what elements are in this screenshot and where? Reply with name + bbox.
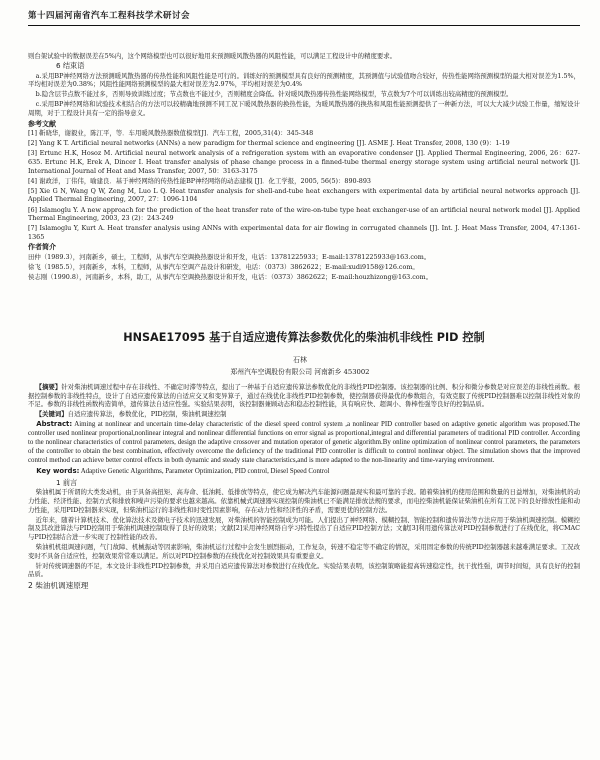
reference-5: [5] Xie G N, Wang Q W, Zeng M, Luo L Q. Heat transfer analysis for shell-and-tube heat exchangers with experimental data by artificial neural networks approach [J]. Applied Thermal Engineering, 2007, 27：1096-1104 xyxy=(28,186,580,204)
conclusion-heading: 6 结束语 xyxy=(56,61,85,71)
author-bio-2: 徐飞（1985.5），河南新乡，本科，工程师，从事汽车空调产品设计和研发，电话：（0373）3862622；E-mail:xudi9158@126.com。 xyxy=(28,263,419,272)
intro-paragraph-1: 柴油机属于所谓的大类发动机，由于具备高扭矩、高寿命、低油耗、低排放等特点，使它成为解决汽车能源问题最现实和最可靠的手段。随着柴油机的使用范围和数量的日益增加，对柴油机的动力性能、经济性能、控制方式和排放和噪声污染的要求也越来越高。依靠机械式调速器实现控制的柴油机已不能满足排放法规的要求，而电控柴油机能保证柴油机在所有工况下的良好排放性能和动力性能，采用PID控制器来实现，但柴油机运行的非线性和时变性因素影响，存在动力性和经济性的矛盾，需要更优的控制方法。 xyxy=(28,488,580,514)
keywords-text: 自适应遗传算法，参数优化，PID控制，柴油机调速控制 xyxy=(67,410,227,419)
english-keywords-text: Adaptive Genetic Algorithms, Parameter Optimization, PID control, Diesel Speed Control xyxy=(80,468,330,476)
english-keywords xyxy=(28,467,580,477)
running-header: 第十四届河南省汽车工程科技学术研讨会 xyxy=(28,12,580,26)
article-title: HNSAE17095 基于自适应遗传算法参数优化的柴油机非线性 PID 控制 xyxy=(123,331,485,344)
article-author: 石林 xyxy=(293,356,307,364)
references-heading: 参考文献 xyxy=(28,119,56,128)
reference-3: [3] Ertunc H.K, Hosoz M. Artificial neural network analysis of a refrigeration system with an evaporative condenser [J]. Applied Thermal Engineering, 2006, 26：627-635. Ertunc H.K, Erek A, Dincer I. Heat transfer analysis of phase change process in a finned-tube thermal energy storage system using artificial neural network [J]. International Journal of Heat and Mass Transfer, 2007, 50：3163-3175 xyxy=(28,149,580,175)
previous-article xyxy=(28,52,580,283)
intro-paragraph-2: 近年来，随着计算机技术、优化算法技术及微电子技术的迅速发展，对柴油机的智能控制成为可能。人们提出了神经网络、模糊控制、智能控制和遗传算法等方法应用于柴油机调速控制。模糊控制及其改进算法与PID控制用于柴油机调速控制取得了良好的效果；文献[2]采用神经网络自学习特性提出了自适应PID控制方法；文献[3]利用遗传算法对PID控制参数进行了在线优化，将CMAC与PID控制结合进一步实现了控制性能的改善。 xyxy=(28,515,580,541)
new-article-body xyxy=(28,383,580,590)
conclusion-a: a.采用BP神经网络方法预测暖风散热器的传热性能和风阻性能是可行的。训练好的预测模型具有良好的预测精度，其预测值与试验值吻合较好，传热性能网络预测模型的最大相对误差为1.5%，平均相对误差为0.38%；风阻性能网络预测模型的最大相对误差为2.97%，平均相对误差为0.4% xyxy=(28,71,580,89)
abstract-text: 针对柴油机调速过程中存在非线性、不确定时滞等特点，提出了一种基于自适应遗传算法参数优化的非线性PID控制器。该控制器的比例、积分和微分参数是对应误差的非线性函数。根据控制参数的非线性特点，设计了自适应遗传算法的自适应交叉和变异算子，通过在线优化非线性PID控制参数，使控制器获得最优的参数组合，有效克服了传统PID控制器难以控制非线性对象的不足。参数的非线性函数构造简单，遗传算法自适应性强。实验结果表明，该控制器兼顾动态和稳态控制性能，具有响应快、超调小、鲁棒性强等良好的控制品质。 xyxy=(28,383,581,409)
intro-paragraph-4: 针对传统调速器的不足，本文设计非线性PID控制参数，并采用自适应遗传算法对参数进行在线优化。实验结果表明，该控制策略能提高转速稳定性，抗干扰性强，调节时间短，具有良好的控制品质。 xyxy=(28,561,580,579)
reference-2: [2] Yang K T. Artificial neural networks (ANNs) a new paradigm for thermal science and engineering [J]. ASME J. Heat Transfer, 2008, 130 (9)：1-19 xyxy=(28,139,510,148)
intro-heading: 1 前言 xyxy=(56,477,78,487)
reference-7: [7] Islamoglu Y, Kurt A. Heat transfer analysis using ANNs with experimental data for air flowing in corrugated channels [J]. Int. J. Heat Mass Transfer, 2004, 47:1361-1365 xyxy=(28,224,580,241)
reference-1: [1] 靳晓华，谢毅业，陈江平，等．车用暖风散热器数值模型[J]．汽车工程，2005,31(4)：345-348 xyxy=(28,129,314,138)
author-bio-1: 田仲（1989.3），河南新乡，硕士，工程师，从事汽车空调换热器设计和开发，电话：13781225933；E-mail:13781225933@163.com。 xyxy=(28,252,431,261)
keywords-label: 【关键词】 xyxy=(35,410,68,419)
intro-paragraph-3: 柴油机机组调速问题，气门故障、机械振动等因素影响，柴油机运行过程中会发生剧烈振动，工作复杂，转速不稳定等不确定的情况，采用固定参数的传统PID控制器越来越难满足要求。工况改变时不具备自适应性，控制效果常常难以满足。所以对PID控制参数的在线优化对控制效果具有重要意义。 xyxy=(28,542,580,560)
authors-heading: 作者简介 xyxy=(28,243,56,252)
conclusion-b: b.隐含层节点数不能过多，否则导致训练过度；节点数也不能过少，否则精度会降低。针对暖风散热器传热性能网络模型，节点数为7个可以训练出较高精度的预测模型。 xyxy=(35,90,513,99)
reference-4: [4] 谢政洋，丁伟伟，喻建良．基于神经网络的传热性能BP神经网络的动态建模 [J]．化工学报，2005, 56(5)：890-893 xyxy=(28,176,371,185)
english-abstract-text: Aiming at nonlinear and uncertain time-delay characteristic of the diesel speed control system ,a nonlinear PID controller based on adaptive genetic algorithm was proposed.The controller used nonlinear proportional,nonlinear integral and nonlinear differential functions on error signal as proportional,integral and differential parameters of traditional PID controller. According to the nonlinear characteristics of control parameters, design the adaptive crossover and mutation operator of genetic algorithm.By online optimization of nonlinear control parameters, the parameters of the controller to obtain the best combination, effectively overcome the deficiency of the traditional PID controller is difficult to control nonlinear object. The simulation shows that the improved control method can achieve better control effects in both dynamic and steady state characteristics,and is more adapted to the non-linearity and time-varying environment. xyxy=(28,421,581,464)
author-bio-3: 侯志刚（1990.8），河南新乡，本科，助工，从事汽车空调换热器设计和开发，电话：（0373）3862622；E-mail:houzhizong@163.com。 xyxy=(28,273,433,282)
abstract-paragraph xyxy=(28,383,580,409)
conclusion-c: c.采用BP神经网络和试验技术相结合的方法可以较精确地预测不同工况下暖风散热器的换热性能，为暖风散热器的换热和风阻性能预测提供了一种新方法，可以大大减少试验工作量，缩短设计周期，对于工程设计具有一定的指导意义。 xyxy=(28,100,580,118)
english-abstract-label: Abstract: xyxy=(36,420,73,429)
english-keywords-label: Key words: xyxy=(36,467,80,476)
keywords-paragraph xyxy=(28,410,580,419)
reference-6: [6] Islamoglu Y. A new approach for the prediction of the heat transfer rate of the wire-on-tube type heat exchanger-use of an artificial neural network model [J]. Applied Thermal Engineering, 2003, 23 (2)：243-249 xyxy=(28,205,580,223)
opening-paragraph: 则台架试验中的数据误差在5%内，这个网络模型也可以很好地用来预测暖风散热器的风阻性能，可以满足工程设计中的精度要求。 xyxy=(28,52,397,60)
article-affiliation: 郑州汽车空调股份有限公司 河南新乡 453002 xyxy=(230,368,370,376)
english-abstract xyxy=(28,420,580,466)
abstract-label: 【摘要】 xyxy=(35,383,62,391)
section-2-heading: 2 柴油机调速原理 xyxy=(28,580,89,590)
